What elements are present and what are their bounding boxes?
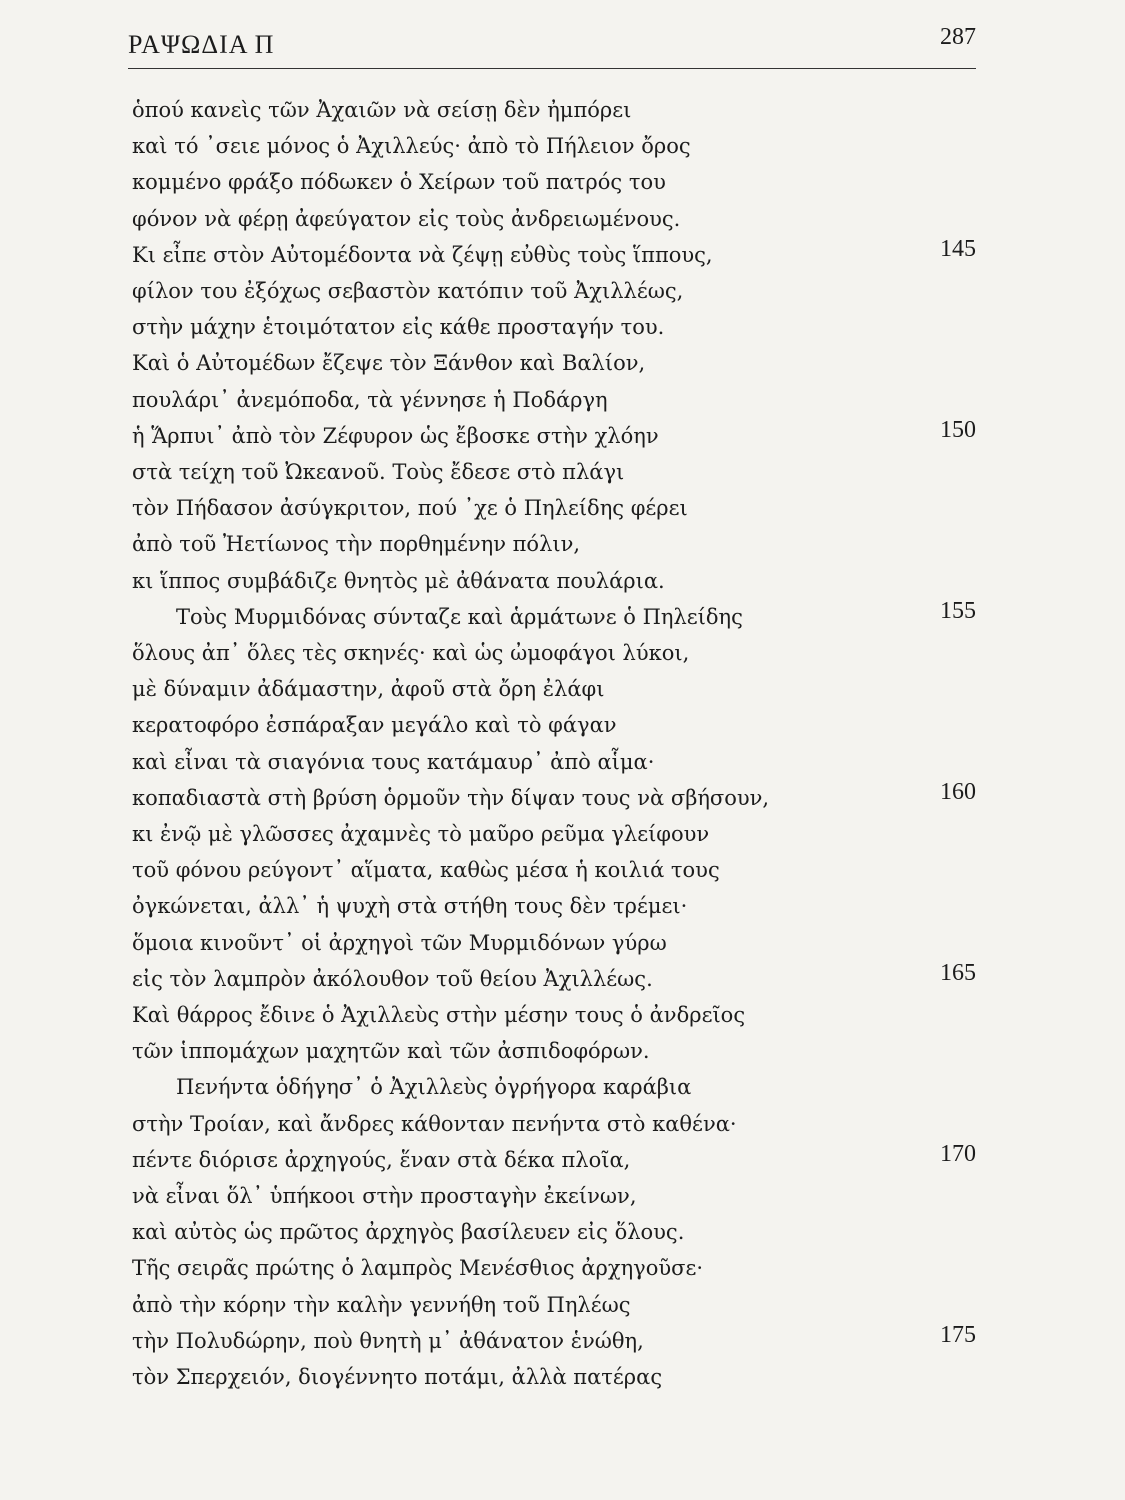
verse-line: ἀπὸ τὴν κόρην τὴν καλὴν γεννήθη τοῦ Πηλέως [132,1293,631,1317]
line-number: 170 [940,1141,976,1167]
line-number: 150 [940,417,976,443]
verse-line: Τῆς σειρᾶς πρώτης ὁ λαμπρὸς Μενέσθιος ἀρχηγοῦσε· [132,1256,704,1280]
verse-line: κι ἐνῷ μὲ γλῶσσες ἀχαμνὲς τὸ μαῦρο ρεῦμα γλείφουν [132,822,710,846]
verse-line: τοῦ φόνου ρεύγοντ᾽ αἵματα, καθὼς μέσα ἡ κοιλιά τους [132,858,720,882]
verse-line: φίλον του ἐξόχως σεβαστὸν κατόπιν τοῦ Ἀχιλλέως, [132,279,684,303]
running-title: ΡΑΨΩΔΙΑ Π [128,30,275,59]
line-number: 155 [940,598,976,624]
verse-line: τῶν ἱππομάχων μαχητῶν καὶ τῶν ἀσπιδοφόρων. [132,1039,650,1063]
page-number: 287 [940,24,976,50]
verse-line: νὰ εἶναι ὅλ᾽ ὑπήκοοι στὴν προσταγὴν ἐκείνων, [132,1184,637,1208]
line-number: 165 [940,960,976,986]
verse-line: τὸν Σπερχειόν, διογέννητο ποτάμι, ἀλλὰ πατέρας [132,1365,663,1389]
verse-line: στὴν Τροίαν, καὶ ἄνδρες κάθονταν πενήντα στὸ καθένα· [132,1112,737,1136]
verse-line: Κι εἶπε στὸν Αὐτομέδοντα νὰ ζέψῃ εὐθὺς τοὺς ἵππους, [132,243,713,267]
verse-line: Καὶ θάρρος ἔδινε ὁ Ἀχιλλεὺς στὴν μέσην τους ὁ ἀνδρεῖος [132,1003,746,1027]
verse-line: φόνον νὰ φέρῃ ἀφεύγατον εἰς τοὺς ἀνδρειωμένους. [132,207,681,231]
verse-line: Καὶ ὁ Αὐτομέδων ἔζεψε τὸν Ξάνθον καὶ Βαλίον, [132,351,646,375]
verse-line: ἀπὸ τοῦ Ἠετίωνος τὴν πορθημένην πόλιν, [132,532,581,556]
verse-line: κοπαδιαστὰ στὴ βρύση ὁρμοῦν τὴν δίψαν τους νὰ σβήσουν, [132,786,770,810]
verse-line: εἰς τὸν λαμπρὸν ἀκόλουθον τοῦ θείου Ἀχιλλέως. [132,967,653,991]
verse-line: κερατοφόρο ἐσπάραξαν μεγάλο καὶ τὸ φάγαν [132,713,617,737]
line-number: 175 [940,1322,976,1348]
verse-line: τὸν Πήδασον ἀσύγκριτον, πού ᾽χε ὁ Πηλείδης φέρει [132,496,688,520]
verse-line: Τοὺς Μυρμιδόνας σύνταζε καὶ ἁρμάτωνε ὁ Πηλείδης [176,605,743,629]
verse-line: ὀγκώνεται, ἀλλ᾽ ἡ ψυχὴ στὰ στήθη τους δὲν τρέμει· [132,894,688,918]
verse-line: ἡ Ἅρπυι᾽ ἀπὸ τὸν Ζέφυρον ὡς ἔβοσκε στὴν χλόην [132,424,659,448]
verse-line: ὅλους ἀπ᾽ ὅλες τὲς σκηνές· καὶ ὡς ὠμοφάγοι λύκοι, [132,641,690,665]
verse-line: ὅμοια κινοῦντ᾽ οἱ ἀρχηγοὶ τῶν Μυρμιδόνων γύρω [132,931,667,955]
verse-line: καὶ αὐτὸς ὡς πρῶτος ἀρχηγὸς βασίλευεν εἰς ὅλους. [132,1220,685,1244]
verse-line: πουλάρι᾽ ἀνεμόποδα, τὰ γέννησε ἡ Ποδάργη [132,388,608,412]
verse-line: κομμένο φράξο πόδωκεν ὁ Χείρων τοῦ πατρός του [132,170,666,194]
line-number: 160 [940,779,976,805]
verse-line: τὴν Πολυδώρην, ποὺ θνητὴ μ᾽ ἀθάνατον ἑνώθη, [132,1329,644,1353]
verse-line: ὁπού κανεὶς τῶν Ἀχαιῶν νὰ σείσῃ δὲν ἠμπόρει [132,98,632,122]
verse-line: στὴν μάχην ἑτοιμότατον εἰς κάθε προσταγήν του. [132,315,665,339]
verse-line: στὰ τείχη τοῦ Ὠκεανοῦ. Τοὺς ἔδεσε στὸ πλάγι [132,460,625,484]
verse-line: κι ἵππος συμβάδιζε θνητὸς μὲ ἀθάνατα πουλάρια. [132,569,665,593]
verse-line: καὶ εἶναι τὰ σιαγόνια τους κατάμαυρ᾽ ἀπὸ αἷμα· [132,750,655,774]
line-number: 145 [940,236,976,262]
verse-line: πέντε διόρισε ἀρχηγούς, ἕναν στὰ δέκα πλοῖα, [132,1148,631,1172]
verse-line: καὶ τό ᾽σειε μόνος ὁ Ἀχιλλεύς· ἀπὸ τὸ Πήλειον ὄρος [132,134,691,158]
verse-line: Πενήντα ὁδήγησ᾽ ὁ Ἀχιλλεὺς ὀγρήγορα καράβια [176,1075,692,1099]
verse-line: μὲ δύναμιν ἀδάμαστην, ἀφοῦ στὰ ὄρη ἐλάφι [132,677,605,701]
